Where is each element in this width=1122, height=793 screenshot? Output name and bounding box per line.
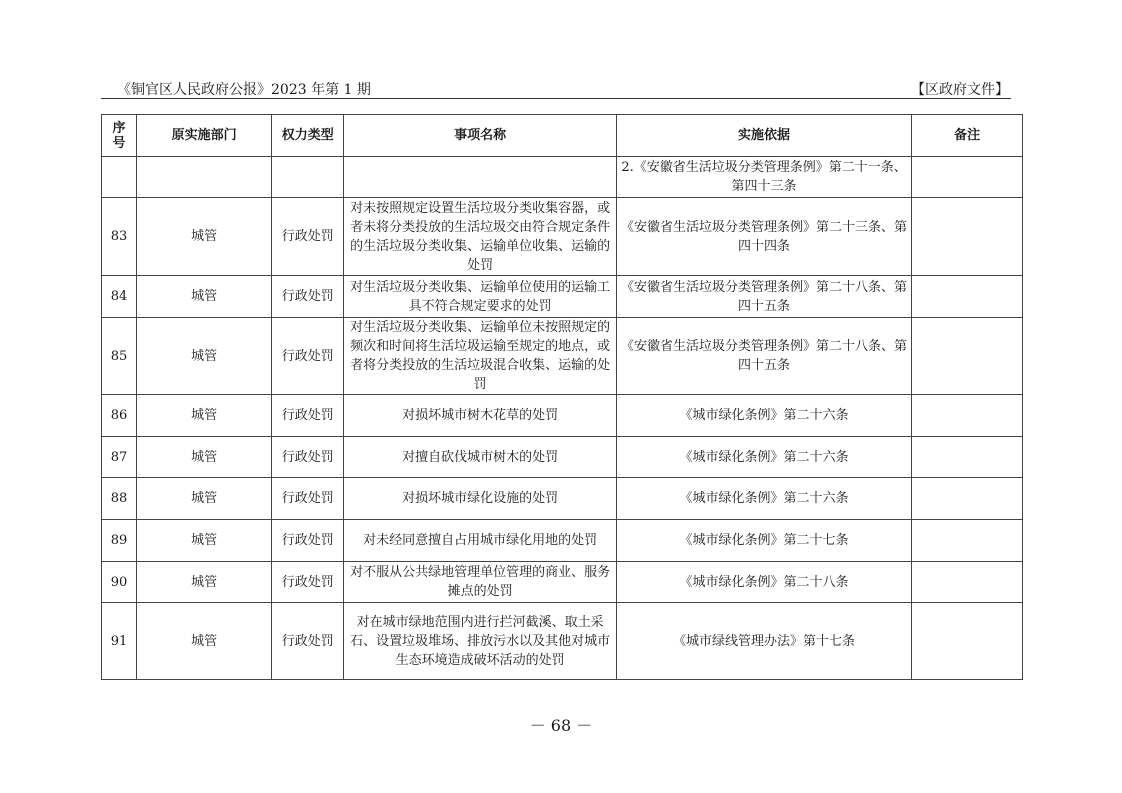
table-row [102,198,1023,276]
cell-basis: 《城市绿化条例》第二十七条 [616,520,912,562]
cell-type: 行政处罚 [272,198,344,276]
cell-type: 行政处罚 [272,395,344,437]
running-header [101,74,1011,99]
cell-no: 84 [102,276,137,318]
cell-dept: 城管 [137,478,272,520]
table-row [102,276,1023,318]
cell-no [102,157,137,198]
items-table [101,114,1023,680]
table-row [102,562,1023,603]
cell-no: 89 [102,520,137,562]
cell-name [344,157,616,198]
cell-type: 行政处罚 [272,276,344,318]
cell-dept [137,157,272,198]
cell-note [912,318,1023,395]
table-header-row [102,115,1023,157]
cell-no: 85 [102,318,137,395]
cell-dept: 城管 [137,437,272,478]
cell-dept: 城管 [137,520,272,562]
col-header-type: 权力类型 [272,115,344,157]
cell-note [912,395,1023,437]
cell-basis: 《城市绿化条例》第二十六条 [616,437,912,478]
cell-note [912,276,1023,318]
cell-note [912,562,1023,603]
cell-no: 86 [102,395,137,437]
cell-basis: 2.《安徽省生活垃圾分类管理条例》第二十一条、第四十三条 [616,157,912,198]
cell-type [272,157,344,198]
cell-type: 行政处罚 [272,437,344,478]
cell-dept: 城管 [137,603,272,680]
cell-note [912,603,1023,680]
cell-basis: 《城市绿化条例》第二十六条 [616,395,912,437]
col-header-no: 序 号 [102,115,137,157]
table-row [102,318,1023,395]
table-row [102,520,1023,562]
col-header-name: 事项名称 [344,115,616,157]
cell-name: 对在城市绿地范围内进行拦河截溪、取土采石、设置垃圾堆场、排放污水以及其他对城市生态环境造成破坏活动的处罚 [344,603,616,680]
cell-basis: 《城市绿化条例》第二十八条 [616,562,912,603]
cell-basis: 《城市绿化条例》第二十六条 [616,478,912,520]
cell-name: 对未经同意擅自占用城市绿化用地的处罚 [344,520,616,562]
cell-note [912,157,1023,198]
cell-name: 对不服从公共绿地管理单位管理的商业、服务摊点的处罚 [344,562,616,603]
cell-dept: 城管 [137,395,272,437]
cell-basis: 《安徽省生活垃圾分类管理条例》第二十八条、第四十五条 [616,276,912,318]
col-header-basis: 实施依据 [616,115,912,157]
cell-type: 行政处罚 [272,603,344,680]
cell-name: 对损坏城市绿化设施的处罚 [344,478,616,520]
cell-name: 对生活垃圾分类收集、运输单位使用的运输工具不符合规定要求的处罚 [344,276,616,318]
cell-no: 88 [102,478,137,520]
table-row [102,478,1023,520]
cell-no: 87 [102,437,137,478]
cell-type: 行政处罚 [272,520,344,562]
cell-basis: 《安徽省生活垃圾分类管理条例》第二十三条、第四十四条 [616,198,912,276]
cell-no: 83 [102,198,137,276]
cell-type: 行政处罚 [272,562,344,603]
cell-basis: 《安徽省生活垃圾分类管理条例》第二十八条、第四十五条 [616,318,912,395]
table-row [102,437,1023,478]
table-row [102,395,1023,437]
cell-name: 对未按照规定设置生活垃圾分类收集容器，或者未将分类投放的生活垃圾交由符合规定条件的生活垃圾分类收集、运输单位收集、运输的处罚 [344,198,616,276]
table-row [102,603,1023,680]
cell-dept: 城管 [137,562,272,603]
page-number: － 68 － [529,716,593,735]
cell-basis: 《城市绿线管理办法》第十七条 [616,603,912,680]
cell-note [912,198,1023,276]
cell-no: 91 [102,603,137,680]
header-publication-title: 《铜官区人民政府公报》2023 年第 1 期 [117,82,371,98]
cell-no: 90 [102,562,137,603]
cell-type: 行政处罚 [272,478,344,520]
cell-note [912,520,1023,562]
cell-note [912,437,1023,478]
cell-type: 行政处罚 [272,318,344,395]
cell-dept: 城管 [137,276,272,318]
col-header-dept: 原实施部门 [137,115,272,157]
table-row [102,157,1023,198]
col-header-note: 备注 [912,115,1023,157]
cell-name: 对擅自砍伐城市树木的处罚 [344,437,616,478]
cell-name: 对生活垃圾分类收集、运输单位未按照规定的频次和时间将生活垃圾运输至规定的地点，或者将分类投放的生活垃圾混合收集、运输的处罚 [344,318,616,395]
cell-dept: 城管 [137,198,272,276]
cell-name: 对损坏城市树木花草的处罚 [344,395,616,437]
header-section-label: 【区政府文件】 [911,82,1009,98]
cell-dept: 城管 [137,318,272,395]
cell-note [912,478,1023,520]
